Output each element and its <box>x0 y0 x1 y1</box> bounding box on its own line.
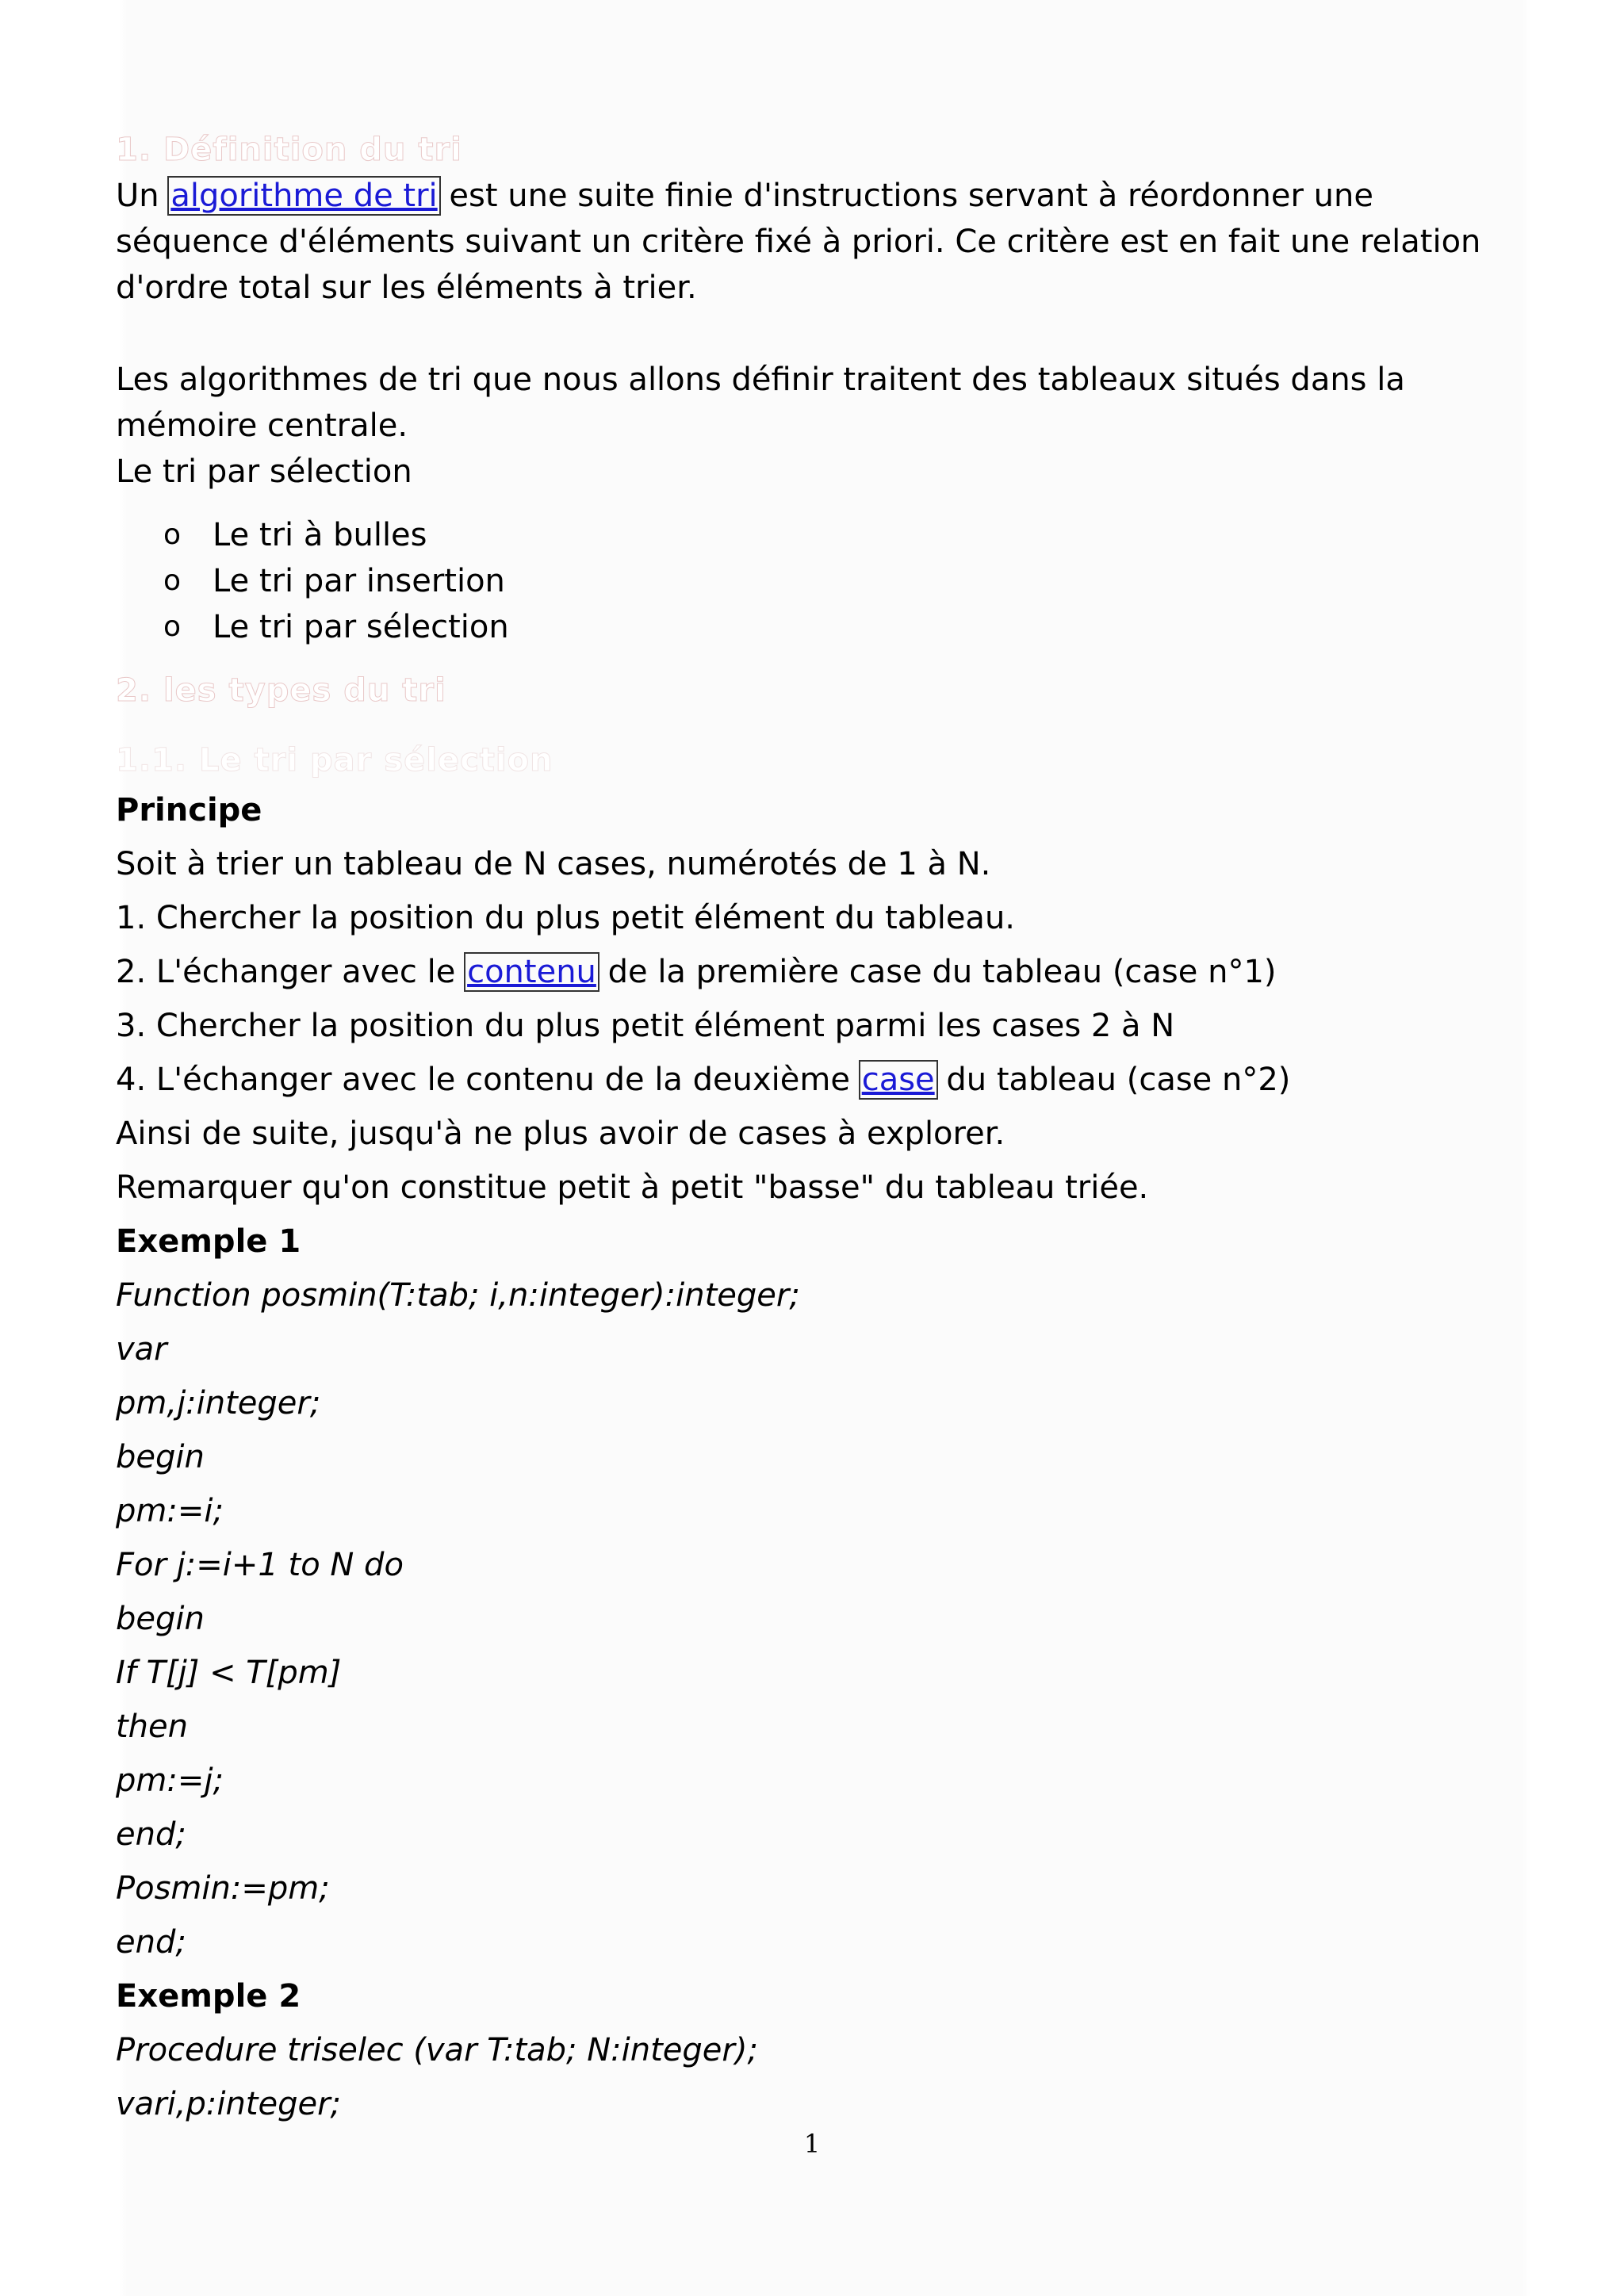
line-text: du tableau (case n°2) <box>936 1062 1291 1098</box>
principe-line: Remarquer qu'on constitue petit à petit "basse" du tableau triée. <box>116 1169 1149 1206</box>
circle-bullet-icon: o <box>163 610 182 643</box>
paragraph-gap <box>116 311 1511 357</box>
tri-types-list <box>163 512 1511 650</box>
line-text: de la première case du tableau (case n°1) <box>597 954 1277 990</box>
circle-bullet-icon: o <box>163 564 182 597</box>
principe-line: Ainsi de suite, jusqu'à ne plus avoir de cases à explorer. <box>116 1115 1005 1152</box>
link-case[interactable]: case <box>861 1062 935 1098</box>
document-body <box>116 127 1511 2131</box>
subsection-heading-tri-selection: 1.1. Le tri par sélection <box>116 742 553 779</box>
code-line: begin <box>116 1601 205 1637</box>
circle-bullet-icon: o <box>163 519 182 551</box>
page-number: 1 <box>803 2129 821 2159</box>
link-algorithme-de-tri[interactable]: algorithme de tri <box>170 178 438 214</box>
intro-paragraph <box>116 173 1511 311</box>
heading-gap <box>116 714 1511 737</box>
principe-line <box>116 1053 1511 1107</box>
code-line: For j:=i+1 to N do <box>116 1547 404 1583</box>
section-heading-definition: 1. Définition du tri <box>116 132 462 168</box>
example-2-label: Exemple 2 <box>116 1978 301 2015</box>
code-line: Function posmin(T:tab; i,n:integer):integer; <box>116 1277 800 1314</box>
list-item <box>163 604 1511 650</box>
intro-text-end: est une suite finie d'instructions servant à réordonner une séquence d'éléments suivant un critère fixé à priori. Ce critère est en fait une relation d'ordre total sur les éléments à trier. <box>116 178 1481 306</box>
example-1-label: Exemple 1 <box>116 1223 301 1260</box>
code-line: end; <box>116 1924 186 1961</box>
line-text: 2. L'échanger avec le <box>116 954 466 990</box>
code-line: then <box>116 1709 188 1745</box>
paragraph-tri-selection: Le tri par sélection <box>116 453 412 490</box>
section-heading-types: 2. les types du tri <box>116 672 446 709</box>
code-line: Posmin:=pm; <box>116 1870 330 1907</box>
list-item-label: Le tri par insertion <box>213 563 505 599</box>
list-item <box>163 512 1511 558</box>
code-line: var <box>116 1331 167 1368</box>
principe-line <box>116 945 1511 999</box>
code-line: Procedure triselec (var T:tab; N:integer); <box>116 2032 758 2068</box>
code-line: begin <box>116 1439 205 1475</box>
principe-line: Soit à trier un tableau de N cases, numérotés de 1 à N. <box>116 846 991 882</box>
intro-text-start: Un <box>116 178 170 214</box>
paragraph-memoire: Les algorithmes de tri que nous allons définir traitent des tableaux situés dans la mémoire centrale. <box>116 362 1405 444</box>
code-line: pm:=j; <box>116 1762 224 1799</box>
principe-label: Principe <box>116 792 262 828</box>
principe-line: 3. Chercher la position du plus petit élément parmi les cases 2 à N <box>116 1008 1175 1044</box>
principe-line: 1. Chercher la position du plus petit élément du tableau. <box>116 900 1016 936</box>
list-item-label: Le tri à bulles <box>213 517 427 553</box>
list-item-label: Le tri par sélection <box>213 609 509 645</box>
code-line: end; <box>116 1816 186 1853</box>
code-line: If T[j] < T[pm] <box>116 1655 342 1691</box>
principe-block <box>116 783 1511 2131</box>
code-line: vari,p:integer; <box>116 2086 342 2122</box>
code-line: pm:=i; <box>116 1493 224 1529</box>
list-item <box>163 558 1511 604</box>
link-contenu[interactable]: contenu <box>467 954 596 990</box>
code-line: pm,j:integer; <box>116 1385 321 1422</box>
line-text: 4. L'échanger avec le contenu de la deuxième <box>116 1062 860 1098</box>
